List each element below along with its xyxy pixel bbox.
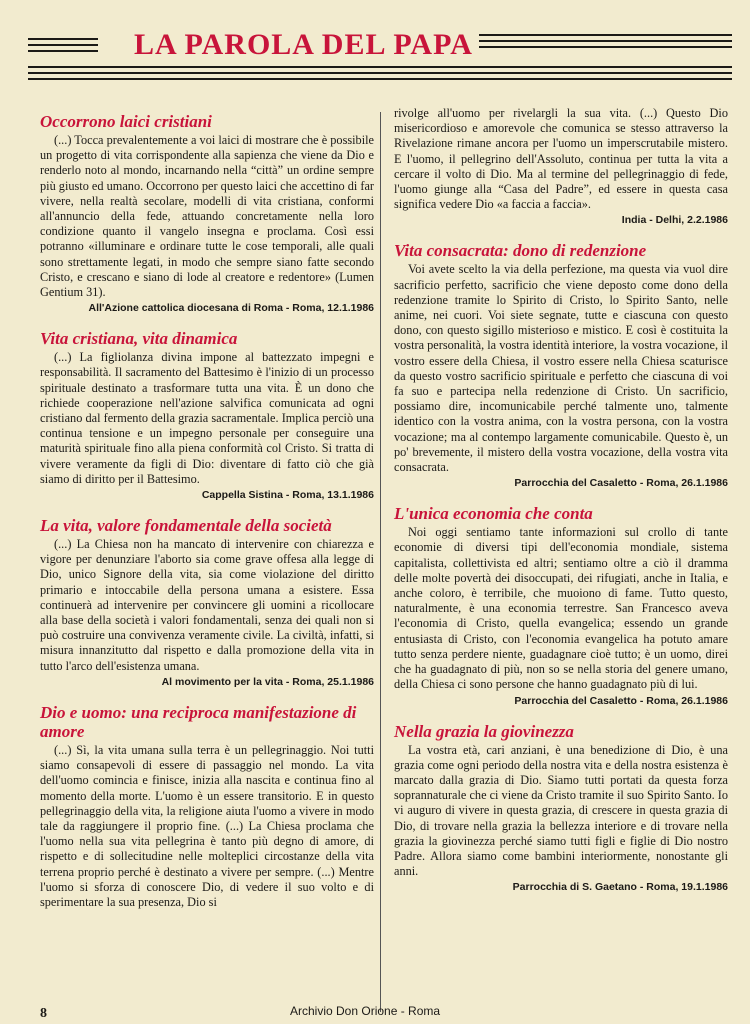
article-source: India - Delhi, 2.2.1986 (621, 214, 728, 227)
masthead-rule (28, 66, 732, 68)
article-title: Dio e uomo: una reciproca manifestazione di amore (40, 702, 357, 741)
article-source: Parrocchia del Casaletto - Roma, 26.1.1986 (514, 477, 728, 490)
article (394, 241, 728, 490)
article-title: L'unica economia che conta (394, 504, 593, 524)
article-body: Noi oggi sentiamo tante informazioni sul crollo di tante economie di diversi tipi dell'economia mondiale, sistema capitalista, collettivista ed altri; sentiamo oltre a ciò il dramma delle molte povertà dei disoccupati, dei rifugiati, anche in Italia, e anche coloro, è terribile, che muoiono di fame. Tutto questo, naturalmente, è una economia terrestre. San Francesco aveva l'economia di Cristo, quella evangelica; essendo un grande entusiasta di Cristo, con l'economia evangelica ha potuto amare tutto senza perdere niente, guadagnare cioè tutto; è un uomo, direi che ha guadagnato di più, non so se nella storia del genere umano, della Chiesa ci sono persone che hanno guadagnato più di lui. (394, 525, 728, 692)
masthead-title: LA PAROLA DEL PAPA (128, 28, 479, 62)
article-title: La vita, valore fondamentale della società (40, 516, 332, 536)
article-title: Nella grazia la giovinezza (394, 721, 574, 741)
page-number: 8 (40, 1006, 47, 1021)
article-source: Al movimento per la vita - Roma, 25.1.1986 (161, 675, 374, 688)
article (40, 112, 374, 315)
right-column (394, 106, 728, 908)
article-body: (...) La figliolanza divina impone al battezzato impegni e responsabilità. Il sacramento del Battesimo è l'inizio di un processo spirituale destinato a trasformare tutta una vita. È un dono che richiede cooperazione nell'azione salvifica comunicata ad ogni cristiano dal fermento della grazia sacramentale. Implica perciò una continua tensione e un impegno personale per conseguire una maturità spirituale fino alla piena conformità col Cristo. Si tratta di vivere veramente da figli di Dio: diventare di fatto ciò che già siamo di diritto per il Battesimo. (40, 350, 374, 486)
article-continued (394, 106, 728, 227)
article-body: (...) La Chiesa non ha mancato di intervenire con chiarezza e vigore per denunziare l'aborto sia come grave offesa alla legge di Dio, unico Signore della vita, sia come violazione del diritto primario e intoccabile della persona umana a esistere. Essa continuerà ad intervenire per convincere gli uomini a ricollocare alla base della società i valori fondamentali, senza dei quali non si può costruire una convivenza veramente civile. La civiltà, infatti, si misura innanzitutto dal rispetto e dalla promozione della vita in tutto l'arco dell'esistenza umana. (40, 537, 374, 673)
article-body: (...) Sì, la vita umana sulla terra è un pellegrinaggio. Noi tutti siamo consapevoli di essere di passaggio nel mondo. La vita dell'uomo comincia e finisce, inizia alla nascita e continua fino al momento della morte. L'uomo è un essere transitorio. E in questo pellegrinaggio della vita, la religione aiuta l'uomo a vivere in modo tale da raggiungere il proprio fine. (...) La Chiesa proclama che l'uomo nella sua vita pellegrina è tanto più degno di amore, di rispetto e di sollecitudine nelle molteplici circostanze della vita terrena proprio perché è destinato a vivere per sempre. (...) Mentre l'uomo si sforza di conoscere Dio, di vedere il suo volto e di sperimentare la sua presenza, Dio si (40, 742, 374, 909)
article-body: (...) Tocca prevalentemente a voi laici di mostrare che è possibile un progetto di vita corrispondente alla sapienza che viene da Dio e renderlo noto al mondo, incarnando nella “città” un ordine sempre più giusto ed umano. Occorrono per questo laici che accettino di far vivere, nella realtà secolare, modelli di vita cristiana, conformi all'annuncio della fede, attuando concretamente nella loro condizione quanto il vangelo insegna e proclama. Così essi potranno «illuminare e ordinare tutte le cose temporali, alle quali sono strettamente legati, in modo che sempre siano fatte secondo Cristo, e crescano e siano di lode al creatore e redentore» (Lumen Gentium 31). (40, 133, 374, 300)
article (40, 703, 374, 910)
article (394, 504, 728, 707)
masthead (28, 26, 732, 88)
article (394, 722, 728, 895)
masthead-rule (28, 78, 732, 80)
column-divider (380, 112, 381, 1012)
article-source: Cappella Sistina - Roma, 13.1.1986 (201, 489, 374, 502)
article (40, 329, 374, 502)
masthead-rule (28, 72, 732, 74)
article-title: Occorrono laici cristiani (40, 112, 212, 131)
article-source: Parrocchia del Casaletto - Roma, 26.1.1986 (514, 694, 728, 707)
article-source: Parrocchia di S. Gaetano - Roma, 19.1.1986 (512, 881, 728, 894)
article-source: All'Azione cattolica diocesana di Roma - Roma, 12.1.1986 (88, 302, 374, 315)
article-title: Vita consacrata: dono di redenzione (394, 241, 647, 261)
left-column (40, 112, 374, 924)
masthead-rule (28, 44, 98, 46)
masthead-rule (28, 50, 98, 52)
masthead-rule (28, 38, 98, 40)
archive-credit: Archivio Don Orione - Roma (290, 1004, 441, 1018)
article-body: La vostra età, cari anziani, è una benedizione di Dio, è una grazia come ogni periodo della nostra vita e della nostra esistenza è marcato dalla grazia di Dio. Siamo tutti portati da questa forza soprannaturale che ci viene da Cristo tramite il suo Spirito Santo. Io vi auguro di vivere in questa grazia, di crescere in questa grazia di Dio, di trovare nella grazia la bellezza interiore e di trovare nella grazia la giovinezza perché siamo tutti figli e figlie di Dio nostro Padre. Allora siamo come bambini interiormente, nonostante gli anni. (394, 742, 728, 879)
article-title: Vita cristiana, vita dinamica (40, 329, 238, 349)
article (40, 516, 374, 689)
article-body: rivolge all'uomo per rivelargli la sua vita. (...) Questo Dio misericordioso e amorevole che comunica se stesso attraverso la Rivelazione rimane ancora per l'uomo un imperscrutabile mistero. E l'uomo, il pellegrino dell'Assoluto, continua per tutta la vita a cercare il volto di Dio. Ma al termine del pellegrinaggio di fede, l'uomo giunge alla “Casa del Padre”, ed essere in questa casa significa vedere Dio «a faccia a faccia». (394, 106, 728, 212)
article-body: Voi avete scelto la via della perfezione, ma questa via vuol dire sacrificio perfetto, sacrificio che viene deposto come dono della redenzione tramite lo Spirito di Cristo, lo Spirito Santo, nelle anime, nei cuori. Voi siete segnate, tutte e ciascuna con questo dono, con questo sigillo misterioso e mistico. E così è costituita la vostra personalità, la vostra identità interiore, la vostra vocazione, il vostro essere della Chiesa, il vostro essere nella Chiesa scaturisce da questo vostro sacrificio spirituale e perfetto che ciascuna di voi fa suo e partecipa nella redenzione di Cristo. Un sacrificio, possiamo dire, incomunicabile perché talmente uno, talmente identico con la vostra anima, con la vostra persona, con la vostra vocazione; ma al contempo largamente comunicabile. Questo è, un po' brevemente, il mistero della vostra vocazione, della vostra vita consacrata. (394, 262, 728, 475)
